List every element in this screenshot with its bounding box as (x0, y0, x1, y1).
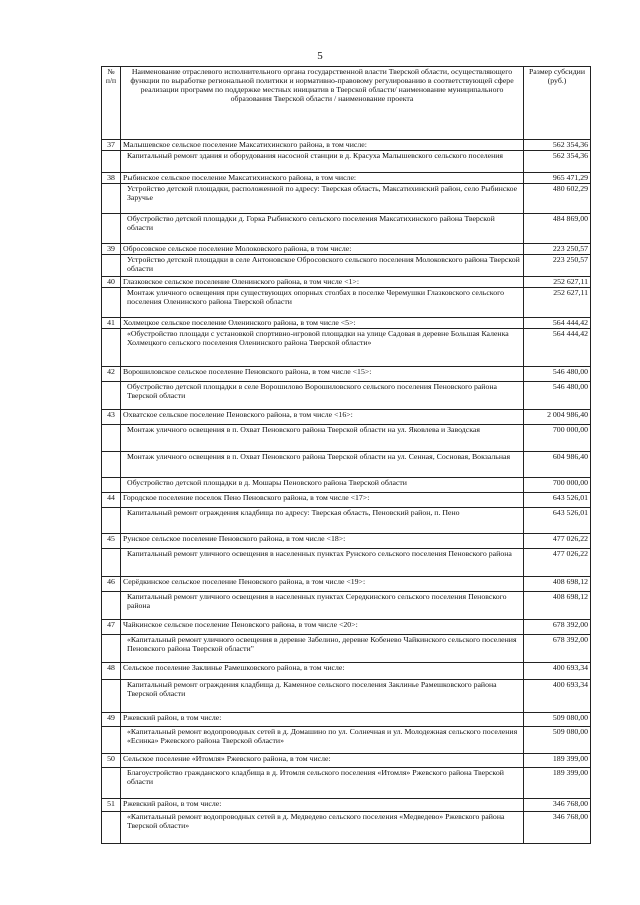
row-number: 42 (102, 367, 121, 382)
row-number (102, 680, 121, 713)
row-amount: 509 080,00 (524, 727, 591, 754)
table-row (102, 425, 591, 452)
row-name: «Капитальный ремонт водопроводных сетей в д. Медведево сельского поселения «Медведево» Ржевского района Тверской области» (121, 812, 524, 844)
row-name: Капитальный ремонт уличного освещения в населенных пунктах Рунского сельского поселения Пеновского района (121, 549, 524, 577)
table-row (102, 255, 591, 277)
row-number: 44 (102, 493, 121, 508)
row-name: Ворошиловское сельское поселение Пеновского района, в том числе <15>: (121, 367, 524, 382)
row-amount: 509 080,00 (524, 713, 591, 727)
table-row (102, 663, 591, 680)
table-row (102, 452, 591, 478)
row-number (102, 151, 121, 173)
table-row (102, 508, 591, 534)
table-row (102, 277, 591, 288)
row-number (102, 329, 121, 367)
row-name: Обустройство детской площадки д. Горка Рыбинского сельского поселения Максатихинского района Тверской области (121, 214, 524, 244)
table-row (102, 367, 591, 382)
row-amount: 546 480,00 (524, 382, 591, 410)
row-number (102, 255, 121, 277)
row-name: «Капитальный ремонт водопроводных сетей в д. Домашино по ул. Солнечная и ул. Молодежная сельского поселения «Есинка» Ржевского района Тверской области» (121, 727, 524, 754)
row-number (102, 635, 121, 663)
row-name: Рунское сельское поселение Пеновского района, в том числе <18>: (121, 534, 524, 549)
table-header-row (102, 67, 591, 140)
row-amount: 562 354,36 (524, 140, 591, 151)
row-name: Благоустройство гражданского кладбища в д. Итомля сельского поселения «Итомля» Ржевского района Тверской области (121, 768, 524, 799)
row-amount: 408 698,12 (524, 592, 591, 620)
row-number: 48 (102, 663, 121, 680)
table-row (102, 244, 591, 255)
row-name: Монтаж уличного освещения в п. Охват Пеновского района Тверской области на ул. Яковлева и Заводская (121, 425, 524, 452)
row-name: Капитальный ремонт уличного освещения в населенных пунктах Середкинского сельского поселения Пеновского района (121, 592, 524, 620)
table-row (102, 799, 591, 812)
row-number (102, 452, 121, 478)
row-name: Устройство детской площадки в селе Антоновское Обросовского сельского поселения Молоковского района Тверской области (121, 255, 524, 277)
page-number: 5 (317, 50, 323, 62)
row-name: Капитальный ремонт здания и оборудования насосной станции в д. Красуха Малышевского сельского поселения (121, 151, 524, 173)
table-row (102, 549, 591, 577)
header-amount: Размер субсидии (руб.) (524, 67, 591, 140)
row-number: 39 (102, 244, 121, 255)
row-amount: 189 399,00 (524, 754, 591, 768)
row-name: Капитальный ремонт ограждения кладбища по адресу: Тверская область, Пеновский район, п. Пено (121, 508, 524, 534)
row-amount: 477 026,22 (524, 534, 591, 549)
row-amount: 700 000,00 (524, 478, 591, 493)
row-name: Обросовское сельское поселение Молоковского района, в том числе: (121, 244, 524, 255)
table-row (102, 680, 591, 713)
row-number (102, 768, 121, 799)
table-body (102, 140, 591, 844)
table-row (102, 754, 591, 768)
row-name: Ржевский район, в том числе: (121, 799, 524, 812)
row-number: 38 (102, 173, 121, 184)
table-row (102, 382, 591, 410)
row-number (102, 592, 121, 620)
row-name: Сельское поселение «Итомля» Ржевского района, в том числе: (121, 754, 524, 768)
table-row (102, 478, 591, 493)
row-amount: 223 250,57 (524, 255, 591, 277)
row-number: 51 (102, 799, 121, 812)
row-number (102, 478, 121, 493)
row-number: 40 (102, 277, 121, 288)
row-number: 41 (102, 318, 121, 329)
row-amount: 643 526,01 (524, 493, 591, 508)
row-number (102, 508, 121, 534)
row-name: Рыбинское сельское поселение Максатихинского района, в том числе: (121, 173, 524, 184)
row-number: 49 (102, 713, 121, 727)
table-row (102, 173, 591, 184)
table-row (102, 592, 591, 620)
row-amount: 346 768,00 (524, 799, 591, 812)
row-number: 37 (102, 140, 121, 151)
row-name: Малышевское сельское поселение Максатихинского района, в том числе: (121, 140, 524, 151)
row-name: Капитальный ремонт ограждения кладбища д. Каменное сельского поселения Заклинье Рамешковского района Тверской области (121, 680, 524, 713)
row-amount: 252 627,11 (524, 277, 591, 288)
table-row (102, 534, 591, 549)
row-amount: 678 392,00 (524, 620, 591, 635)
table-row (102, 493, 591, 508)
table-row (102, 620, 591, 635)
row-amount: 965 471,29 (524, 173, 591, 184)
table-row (102, 577, 591, 592)
table-row (102, 318, 591, 329)
row-number (102, 812, 121, 844)
row-name: Обустройство детской площадки в д. Мошары Пеновского района Тверской области (121, 478, 524, 493)
row-name: Ржевский район, в том числе: (121, 713, 524, 727)
row-name: Городское поселение поселок Пено Пеновского района, в том числе <17>: (121, 493, 524, 508)
table-row (102, 214, 591, 244)
table-row (102, 812, 591, 844)
row-amount: 678 392,00 (524, 635, 591, 663)
header-num: № п/п (102, 67, 121, 140)
row-number: 45 (102, 534, 121, 549)
table-row (102, 410, 591, 425)
subsidy-table (101, 66, 591, 844)
table-row (102, 329, 591, 367)
row-name: Сельское поселение Заклинье Рамешковского района, в том числе: (121, 663, 524, 680)
row-number (102, 214, 121, 244)
row-name: Обустройство детской площадки в селе Ворошилово Ворошиловского сельского поселения Пеновского района Тверской области (121, 382, 524, 410)
row-amount: 223 250,57 (524, 244, 591, 255)
row-number (102, 727, 121, 754)
row-amount: 189 399,00 (524, 768, 591, 799)
row-name: Холмецкое сельское поселение Оленинского района, в том числе <5>: (121, 318, 524, 329)
row-number (102, 425, 121, 452)
table-row (102, 184, 591, 214)
row-name: Монтаж уличного освещения в п. Охват Пеновского района Тверской области на ул. Сенная, Сосновая, Вокзальная (121, 452, 524, 478)
row-name: Охватское сельское поселение Пеновского района, в том числе <16>: (121, 410, 524, 425)
row-amount: 546 480,00 (524, 367, 591, 382)
table-row (102, 727, 591, 754)
table-row (102, 140, 591, 151)
row-number (102, 184, 121, 214)
table-row (102, 151, 591, 173)
row-name: «Обустройство площади с установкой спортивно-игровой площадки на улице Садовая в деревне Большая Каленка Холмецкого сельского поселения Оленинского района Тверской области» (121, 329, 524, 367)
table-row (102, 635, 591, 663)
row-number: 43 (102, 410, 121, 425)
row-number (102, 549, 121, 577)
row-amount: 700 000,00 (524, 425, 591, 452)
row-name: Устройство детской площадки, расположенной по адресу: Тверская область, Максатихинский район, село Рыбинское Заручье (121, 184, 524, 214)
row-amount: 564 444,42 (524, 318, 591, 329)
row-amount: 477 026,22 (524, 549, 591, 577)
row-number: 47 (102, 620, 121, 635)
table-row (102, 288, 591, 318)
table-row (102, 768, 591, 799)
row-amount: 400 693,34 (524, 680, 591, 713)
row-amount: 2 004 986,40 (524, 410, 591, 425)
row-amount: 408 698,12 (524, 577, 591, 592)
row-amount: 480 602,29 (524, 184, 591, 214)
row-name: Чайкинское сельское поселение Пеновского района, в том числе <20>: (121, 620, 524, 635)
row-amount: 346 768,00 (524, 812, 591, 844)
row-amount: 562 354,36 (524, 151, 591, 173)
row-number: 50 (102, 754, 121, 768)
row-number (102, 382, 121, 410)
row-number (102, 288, 121, 318)
row-amount: 400 693,34 (524, 663, 591, 680)
row-amount: 252 627,11 (524, 288, 591, 318)
row-amount: 484 869,00 (524, 214, 591, 244)
table-row (102, 713, 591, 727)
row-name: Монтаж уличного освещения при существующих опорных столбах в поселке Черемушки Глазковского сельского поселения Оленинского района Тверской области (121, 288, 524, 318)
row-amount: 564 444,42 (524, 329, 591, 367)
row-name: Глазковское сельское поселение Оленинского района, в том числе <1>: (121, 277, 524, 288)
row-name: «Капитальный ремонт уличного освещения в деревне Забелино, деревне Кобенево Чайкинского сельского поселения Пеновского района Тверской области" (121, 635, 524, 663)
row-amount: 643 526,01 (524, 508, 591, 534)
row-number: 46 (102, 577, 121, 592)
row-amount: 604 986,40 (524, 452, 591, 478)
header-name: Наименование отраслевого исполнительного органа государственной власти Тверской области, осуществляющего функции по выработке региональной политики и нормативно-правовому регулированию в соответствующей сфере реализации программ по поддержке местных инициатив в Тверской области/ наименование муниципального образования Тверской области / наименование проекта (121, 67, 524, 140)
row-name: Серёдкинское сельское поселение Пеновского района, в том числе <19>: (121, 577, 524, 592)
